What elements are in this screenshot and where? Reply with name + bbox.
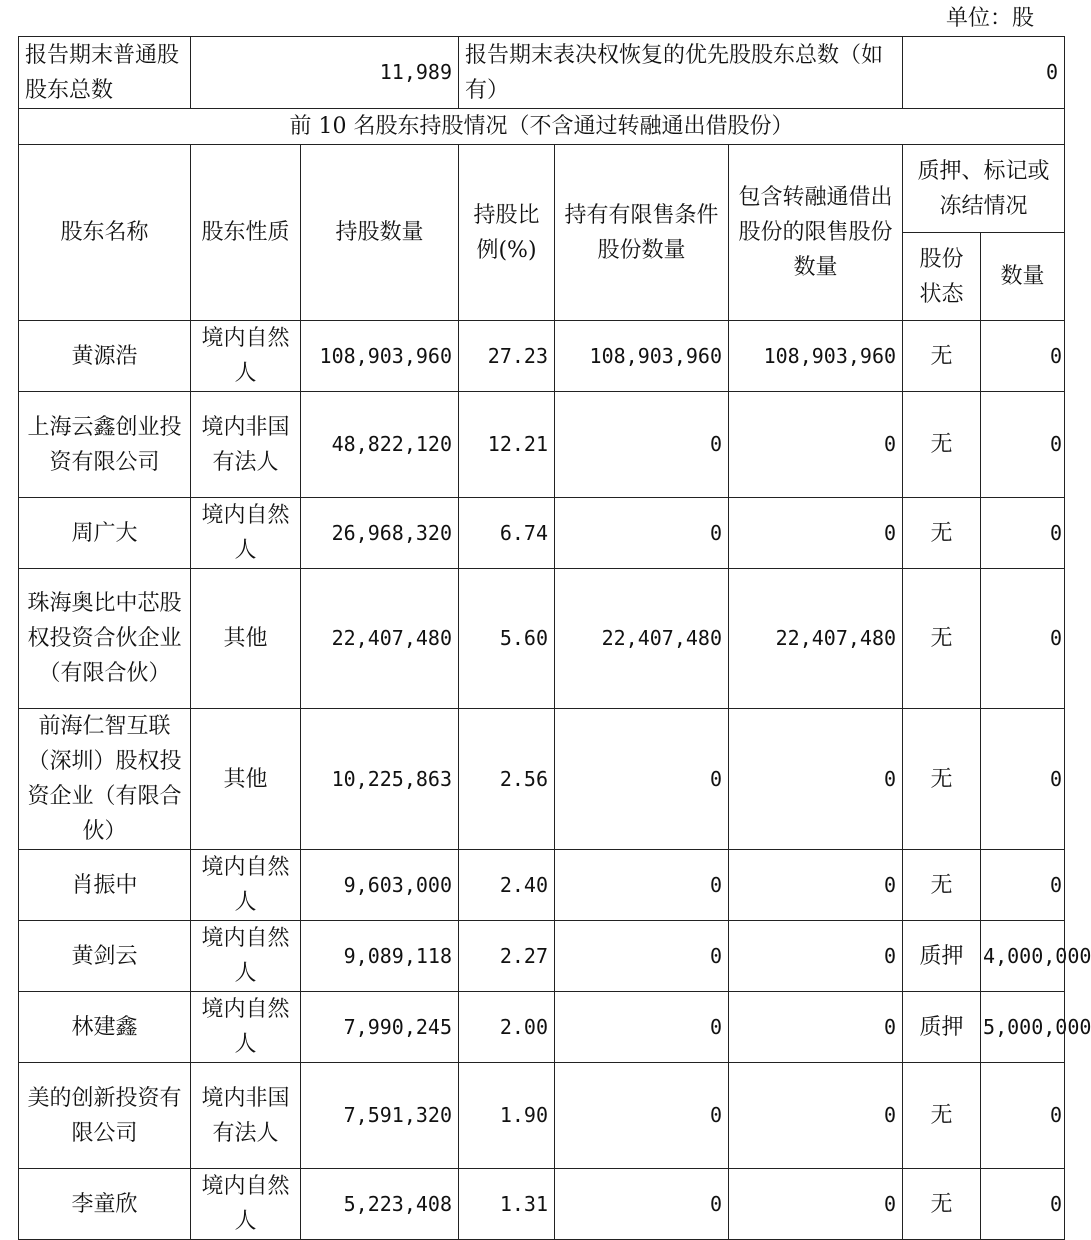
- cell-ratio: 6.74: [459, 498, 555, 569]
- header-shares: 持股数量: [301, 145, 459, 321]
- cell-lent-restricted: 0: [729, 498, 903, 569]
- cell-shares: 9,603,000: [301, 850, 459, 921]
- cell-pledge-status: 质押: [903, 921, 981, 992]
- cell-ratio: 2.27: [459, 921, 555, 992]
- header-name: 股东名称: [19, 145, 191, 321]
- cell-lent-restricted: 0: [729, 850, 903, 921]
- cell-lent-restricted: 0: [729, 1063, 903, 1169]
- cell-lent-restricted: 0: [729, 709, 903, 850]
- preferred-holders-label: 报告期末表决权恢复的优先股股东总数（如有）: [459, 37, 903, 109]
- table-row: [19, 392, 1065, 498]
- cell-restricted: 0: [555, 1063, 729, 1169]
- cell-lent-restricted: 0: [729, 392, 903, 498]
- shareholders-table: [18, 36, 1091, 1240]
- cell-ratio: 27.23: [459, 321, 555, 392]
- cell-shareholder-name: 肖振中: [19, 850, 191, 921]
- cell-shares: 10,225,863: [301, 709, 459, 850]
- cell-ratio: 2.56: [459, 709, 555, 850]
- cell-lent-restricted: 22,407,480: [729, 569, 903, 709]
- cell-ratio: 2.40: [459, 850, 555, 921]
- cell-pledge-status: 无: [903, 569, 981, 709]
- cell-shareholder-name: 珠海奥比中芯股权投资合伙企业（有限合伙）: [19, 569, 191, 709]
- section-title-row: [19, 109, 1065, 145]
- cell-lent-restricted: 108,903,960: [729, 321, 903, 392]
- cell-shareholder-name: 林建鑫: [19, 992, 191, 1063]
- cell-pledge-status: 无: [903, 1063, 981, 1169]
- table-row: [19, 850, 1065, 921]
- cell-shares: 48,822,120: [301, 392, 459, 498]
- header-nature: 股东性质: [191, 145, 301, 321]
- cell-shareholder-name: 李童欣: [19, 1169, 191, 1240]
- table-row: [19, 1169, 1065, 1240]
- common-holders-value: 11,989: [191, 37, 459, 109]
- cell-shareholder-name: 黄剑云: [19, 921, 191, 992]
- cell-shareholder-nature: 境内自然人: [191, 921, 301, 992]
- cell-shareholder-name: 黄源浩: [19, 321, 191, 392]
- cell-lent-restricted: 0: [729, 992, 903, 1063]
- cell-pledge-status: 无: [903, 850, 981, 921]
- cell-ratio: 1.31: [459, 1169, 555, 1240]
- cell-ratio: 1.90: [459, 1063, 555, 1169]
- cell-ratio: 2.00: [459, 992, 555, 1063]
- table-row: [19, 1063, 1065, 1169]
- cell-shares: 7,591,320: [301, 1063, 459, 1169]
- cell-shareholder-nature: 境内自然人: [191, 992, 301, 1063]
- cell-shares: 9,089,118: [301, 921, 459, 992]
- cell-pledge-status: 无: [903, 392, 981, 498]
- cell-restricted: 0: [555, 498, 729, 569]
- cell-pledge-qty: 4,000,000: [981, 921, 1065, 992]
- preferred-holders-value: 0: [903, 37, 1065, 109]
- cell-shareholder-name: 周广大: [19, 498, 191, 569]
- header-row: [19, 145, 1065, 233]
- cell-pledge-qty: 0: [981, 498, 1065, 569]
- common-holders-label: 报告期末普通股股东总数: [19, 37, 191, 109]
- header-pledge-status: 股份状态: [903, 233, 981, 321]
- cell-pledge-qty: 0: [981, 1169, 1065, 1240]
- cell-shareholder-nature: 境内非国有法人: [191, 1063, 301, 1169]
- header-lent-restricted: 包含转融通借出股份的限售股份数量: [729, 145, 903, 321]
- cell-shares: 108,903,960: [301, 321, 459, 392]
- cell-shareholder-name: 上海云鑫创业投资有限公司: [19, 392, 191, 498]
- cell-shares: 5,223,408: [301, 1169, 459, 1240]
- cell-pledge-qty: 0: [981, 709, 1065, 850]
- cell-lent-restricted: 0: [729, 921, 903, 992]
- cell-shares: 7,990,245: [301, 992, 459, 1063]
- cell-restricted: 108,903,960: [555, 321, 729, 392]
- header-restricted: 持有有限售条件股份数量: [555, 145, 729, 321]
- cell-shareholder-nature: 境内自然人: [191, 1169, 301, 1240]
- table-row: [19, 992, 1065, 1063]
- cell-pledge-qty: 0: [981, 392, 1065, 498]
- cell-pledge-qty: 5,000,000: [981, 992, 1065, 1063]
- unit-label: 单位：股: [945, 6, 1034, 31]
- cell-restricted: 0: [555, 921, 729, 992]
- cell-shareholder-nature: 其他: [191, 709, 301, 850]
- cell-shareholder-nature: 境内自然人: [191, 850, 301, 921]
- cell-ratio: 5.60: [459, 569, 555, 709]
- section-title: 前 10 名股东持股情况（不含通过转融通出借股份）: [19, 109, 1065, 145]
- table-row: [19, 709, 1065, 850]
- summary-row: [19, 37, 1065, 109]
- cell-ratio: 12.21: [459, 392, 555, 498]
- cell-pledge-status: 无: [903, 1169, 981, 1240]
- cell-shareholder-nature: 境内非国有法人: [191, 392, 301, 498]
- header-ratio: 持股比例(%): [459, 145, 555, 321]
- header-pledge-qty: 数量: [981, 233, 1065, 321]
- cell-pledge-status: 无: [903, 709, 981, 850]
- cell-restricted: 0: [555, 992, 729, 1063]
- cell-shareholder-nature: 境内自然人: [191, 498, 301, 569]
- table-row: [19, 921, 1065, 992]
- cell-restricted: 0: [555, 850, 729, 921]
- cell-shareholder-name: 前海仁智互联（深圳）股权投资企业（有限合伙）: [19, 709, 191, 850]
- cell-restricted: 0: [555, 1169, 729, 1240]
- cell-restricted: 0: [555, 392, 729, 498]
- cell-shareholder-nature: 境内自然人: [191, 321, 301, 392]
- cell-pledge-qty: 0: [981, 850, 1065, 921]
- cell-pledge-qty: 0: [981, 569, 1065, 709]
- cell-restricted: 0: [555, 709, 729, 850]
- table-row: [19, 498, 1065, 569]
- cell-shareholder-nature: 其他: [191, 569, 301, 709]
- cell-pledge-status: 无: [903, 498, 981, 569]
- cell-lent-restricted: 0: [729, 1169, 903, 1240]
- cell-pledge-qty: 0: [981, 321, 1065, 392]
- cell-pledge-qty: 0: [981, 1063, 1065, 1169]
- cell-shareholder-name: 美的创新投资有限公司: [19, 1063, 191, 1169]
- table-row: [19, 569, 1065, 709]
- table-row: [19, 321, 1065, 392]
- cell-restricted: 22,407,480: [555, 569, 729, 709]
- cell-pledge-status: 质押: [903, 992, 981, 1063]
- header-pledge-group: 质押、标记或冻结情况: [903, 145, 1065, 233]
- cell-shares: 26,968,320: [301, 498, 459, 569]
- cell-shares: 22,407,480: [301, 569, 459, 709]
- cell-pledge-status: 无: [903, 321, 981, 392]
